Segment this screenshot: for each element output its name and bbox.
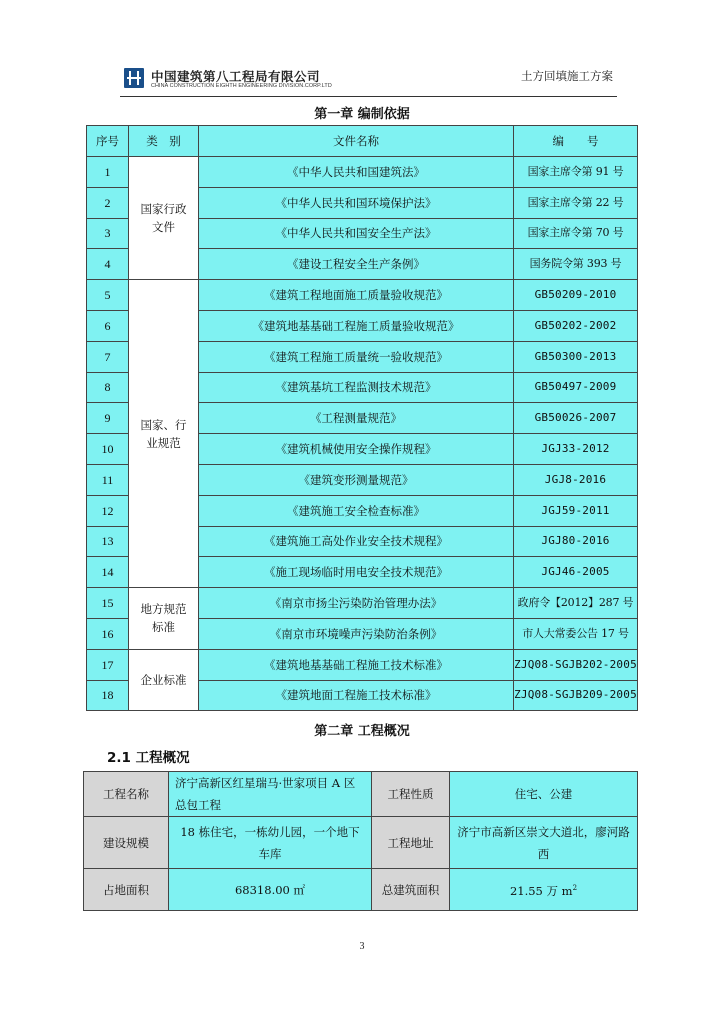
nature-value: 住宅、公建 [450, 772, 638, 817]
row-number: 4 [87, 249, 129, 280]
row-number: 17 [87, 649, 129, 680]
table-header-row [87, 126, 638, 157]
chapter-2-title: 第二章 工程概况 [314, 724, 410, 739]
document-name: 《中华人民共和国建筑法》 [199, 157, 514, 188]
document-code: JGJ59-2011 [514, 495, 638, 526]
category-enterprise: 企业标准 [129, 649, 199, 711]
gross-area-label: 总建筑面积 [372, 869, 450, 911]
basis-table [86, 125, 638, 711]
row-number: 8 [87, 372, 129, 403]
land-area-label: 占地面积 [84, 869, 169, 911]
document-code: 市人大常委公告 17 号 [514, 618, 638, 649]
document-name: 《建筑工程施工质量统一验收规范》 [199, 341, 514, 372]
row-number: 13 [87, 526, 129, 557]
document-code: JGJ33-2012 [514, 434, 638, 465]
document-code: GB50497-2009 [514, 372, 638, 403]
document-code: JGJ8-2016 [514, 464, 638, 495]
company-name-en: CHINA CONSTRUCTION EIGHTH ENGINEERING DIVISION.CORP.LTD [151, 83, 332, 89]
document-name: 《工程测量规范》 [199, 403, 514, 434]
project-name-value: 济宁高新区红星瑞马·世家项目 A 区总包工程 [169, 772, 372, 817]
document-code: 政府令【2012】287 号 [514, 588, 638, 619]
row-number: 11 [87, 464, 129, 495]
document-title: 土方回填施工方案 [521, 69, 613, 83]
table-row [87, 649, 638, 680]
document-code: 国家主席令第 22 号 [514, 187, 638, 218]
table-row [87, 157, 638, 188]
table-row [84, 869, 638, 911]
document-code: GB50026-2007 [514, 403, 638, 434]
document-name: 《建筑机械使用安全操作规程》 [199, 434, 514, 465]
row-number: 12 [87, 495, 129, 526]
project-name-label: 工程名称 [84, 772, 169, 817]
page-number: 3 [359, 941, 365, 952]
document-name: 《中华人民共和国安全生产法》 [199, 218, 514, 249]
row-number: 9 [87, 403, 129, 434]
document-code: 国家主席令第 70 号 [514, 218, 638, 249]
row-number: 18 [87, 680, 129, 711]
gross-area-unit-sup: 2 [572, 884, 578, 893]
document-code: 国家主席令第 91 号 [514, 157, 638, 188]
land-area-value: 68318.00 ㎡ [169, 869, 372, 911]
company-name-cn: 中国建筑第八工程局有限公司 [151, 69, 321, 84]
document-name: 《建筑工程地面施工质量验收规范》 [199, 280, 514, 311]
document-name: 《南京市扬尘污染防治管理办法》 [199, 588, 514, 619]
row-number: 6 [87, 310, 129, 341]
row-number: 1 [87, 157, 129, 188]
table-row [84, 817, 638, 869]
row-number: 10 [87, 434, 129, 465]
table-row [84, 772, 638, 817]
document-code: GB50202-2002 [514, 310, 638, 341]
row-number: 7 [87, 341, 129, 372]
document-code: JGJ80-2016 [514, 526, 638, 557]
row-number: 15 [87, 588, 129, 619]
document-name: 《中华人民共和国环境保护法》 [199, 187, 514, 218]
header-code: 编 号 [514, 126, 638, 157]
document-code: ZJQ08-SGJB209-2005 [514, 680, 638, 711]
table-row [87, 588, 638, 619]
gross-area-number: 21.55 万 m [509, 883, 573, 898]
document-code: GB50300-2013 [514, 341, 638, 372]
nature-label: 工程性质 [372, 772, 450, 817]
chapter-1-title: 第一章 编制依据 [314, 107, 410, 122]
document-name: 《建筑变形测量规范》 [199, 464, 514, 495]
overview-table [83, 771, 638, 911]
category-local: 地方规范标准 [129, 588, 199, 650]
address-value: 济宁市高新区崇文大道北，廖河路西 [450, 817, 638, 869]
document-code: JGJ46-2005 [514, 557, 638, 588]
document-name: 《建筑地基基础工程施工技术标准》 [199, 649, 514, 680]
row-number: 5 [87, 280, 129, 311]
document-code: ZJQ08-SGJB202-2005 [514, 649, 638, 680]
scale-value: 18 栋住宅，一栋幼儿园，一个地下车库 [169, 817, 372, 869]
document-code: GB50209-2010 [514, 280, 638, 311]
company-logo-icon [124, 68, 144, 88]
table-row [87, 280, 638, 311]
row-number: 3 [87, 218, 129, 249]
header-category: 类 别 [129, 126, 199, 157]
document-name: 《施工现场临时用电安全技术规范》 [199, 557, 514, 588]
scale-label: 建设规模 [84, 817, 169, 869]
document-name: 《建设工程安全生产条例》 [199, 249, 514, 280]
category-national-industry: 国家、行业规范 [129, 280, 199, 588]
document-name: 《建筑施工安全检查标准》 [199, 495, 514, 526]
document-name: 《建筑地基基础工程施工质量验收规范》 [199, 310, 514, 341]
row-number: 16 [87, 618, 129, 649]
document-name: 《建筑地面工程施工技术标准》 [199, 680, 514, 711]
row-number: 2 [87, 187, 129, 218]
gross-area-value [450, 869, 638, 911]
document-name: 《建筑施工高处作业安全技术规程》 [199, 526, 514, 557]
section-2-1-title: 2.1 工程概况 [107, 750, 190, 766]
document-name: 《建筑基坑工程监测技术规范》 [199, 372, 514, 403]
category-national-admin: 国家行政文件 [129, 157, 199, 280]
document-name: 《南京市环境噪声污染防治条例》 [199, 618, 514, 649]
row-number: 14 [87, 557, 129, 588]
header-name: 文件名称 [199, 126, 514, 157]
address-label: 工程地址 [372, 817, 450, 869]
document-code: 国务院令第 393 号 [514, 249, 638, 280]
page-header [120, 64, 617, 97]
header-no: 序号 [87, 126, 129, 157]
